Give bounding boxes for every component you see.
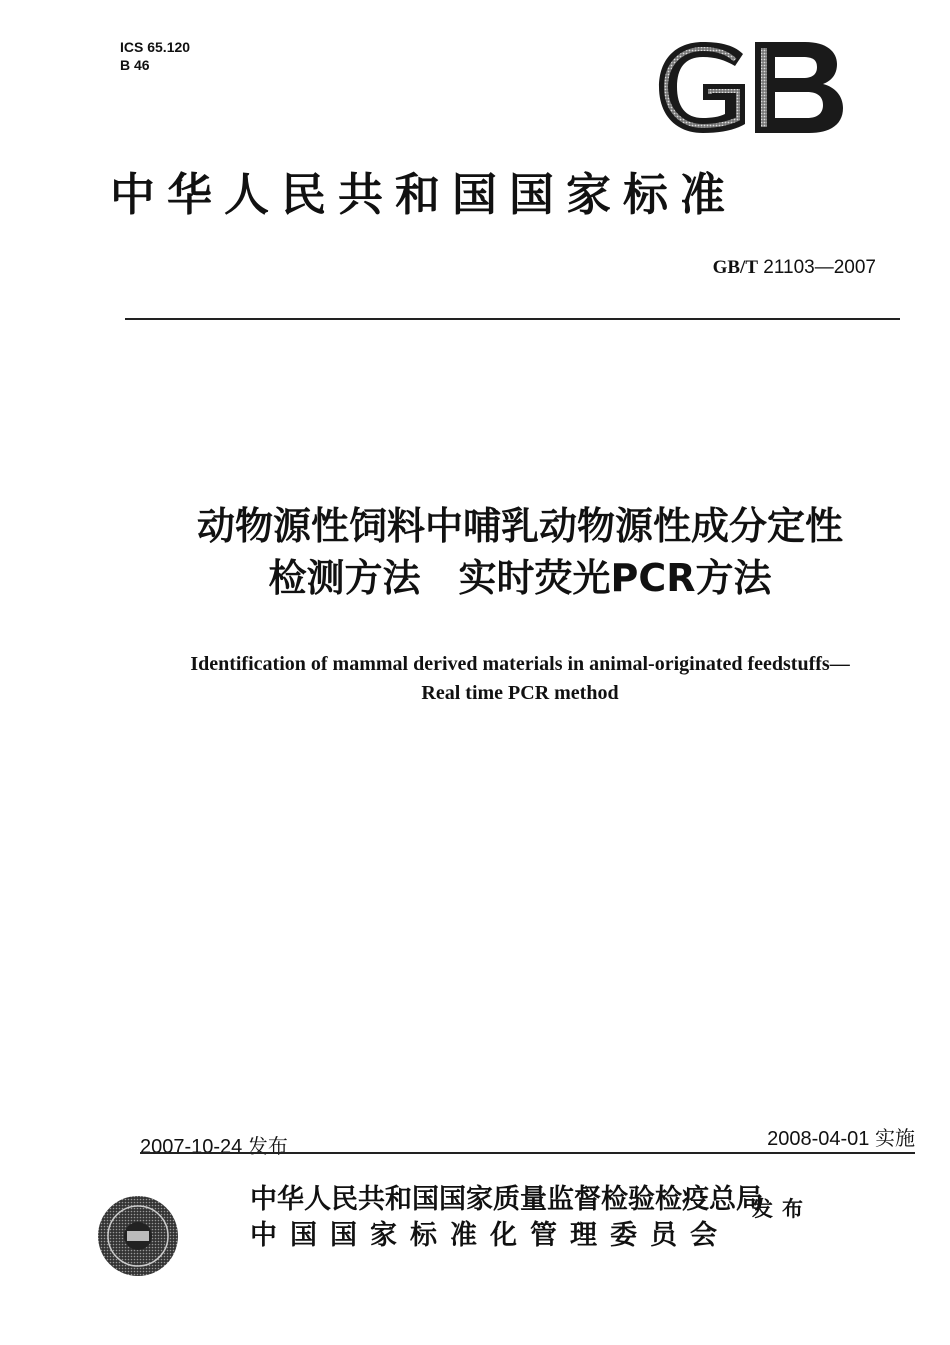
- bottom-divider: [140, 1152, 915, 1154]
- publish-date: 2007-10-24 发布: [140, 1136, 288, 1158]
- english-title-line2: Real time PCR method: [421, 682, 619, 704]
- chinese-title: [100, 500, 940, 604]
- top-divider: [125, 318, 900, 320]
- gb-logo: [655, 40, 845, 135]
- standard-code: 21103—2007: [763, 257, 876, 278]
- issuing-authorities: [250, 1182, 763, 1254]
- issue-label: 发布: [752, 1197, 812, 1221]
- national-standard-title: 中华人民共和国国家标准: [110, 168, 738, 221]
- chinese-title-line2: 检测方法 实时荧光PCR方法: [268, 556, 772, 600]
- effective-date: 2008-04-01 实施: [767, 1128, 915, 1150]
- english-title-line1: Identification of mammal derived materials in animal-originated feedstuffs—: [190, 653, 850, 675]
- ccs-code: B 46: [120, 57, 150, 73]
- classification-codes: [120, 38, 190, 74]
- issuer-aqsiq: 中华人民共和国国家质量监督检验检疫总局: [250, 1184, 763, 1215]
- official-seal-icon: [97, 1195, 179, 1277]
- ics-code: ICS 65.120: [120, 39, 191, 55]
- standard-number: [650, 257, 876, 279]
- chinese-title-line1: 动物源性饲料中哺乳动物源性成分定性: [196, 504, 843, 548]
- standard-prefix: GB/T: [712, 257, 759, 278]
- issuer-sac: 中国国家标准化管理委员会: [250, 1220, 730, 1251]
- english-title: [100, 650, 940, 708]
